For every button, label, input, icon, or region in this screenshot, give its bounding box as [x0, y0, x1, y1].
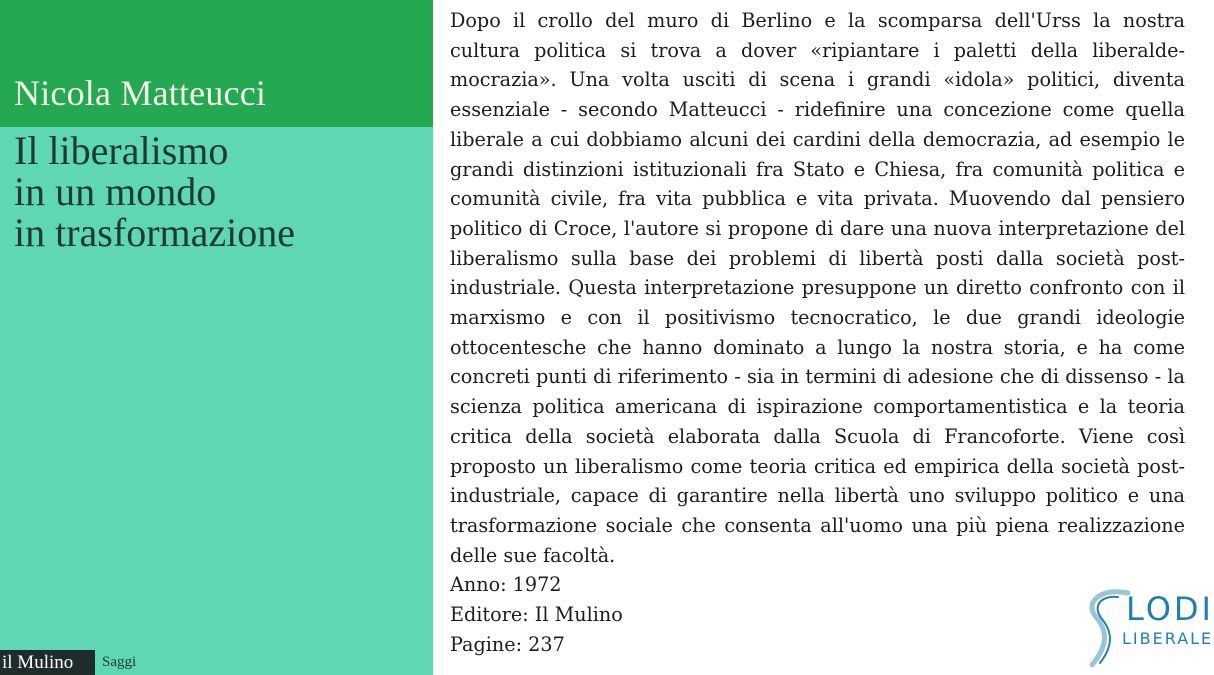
cover-title-line: Il liberalismo — [14, 128, 229, 173]
cover-title-line: in un mondo — [14, 169, 217, 214]
book-cover — [0, 0, 433, 675]
brand-name: LODI — [1126, 590, 1214, 628]
cover-footer — [0, 650, 433, 675]
cover-title-line: in trasformazione — [14, 210, 295, 255]
brand-subtitle: LIBERALE — [1122, 629, 1214, 648]
book-description: Dopo il crollo del muro di Berlino e la scomparsa dell'Urss la nostra cultura politica si trova a dover «ripiantare i paletti della liberaldemocrazia». Una volta usciti di scena i grandi «idola» politici, diventa essenziale - secondo Matteucci - ridefinire una concezione come quella liberale a cui dobbiamo alcuni dei cardini della democrazia, ad esempio le grandi distinzioni istituzionali fra Stato e Chiesa, fra comunità politica e comunità civile, fra vita pubblica e vita privata. Muovendo dal pensiero politico di Croce, l'autore si propone di dare una nuova interpretazione del liberalismo sulla base dei problemi di libertà posti dalla società post-industriale. Questa interpretazione presuppone un diretto confronto con il marxismo e con il positivismo tecnocratico, le due grandi ideologie ottocentesche che hanno dominato a lungo la nostra storia, e ha come concreti punti di riferimento - sia in termini di adesione che di dissenso - la scienza politica americana di ispirazione comportamentistica e la teoria critica della società elaborata dalla Scuola di Francoforte. Viene così proposto un liberalismo come teoria critica ed empirica della società post-industriale, capace di garantire nella libertà uno sviluppo politico e una trasformazione sociale che consenta all'uomo una più piena realizzazione delle sue facoltà. — [450, 9, 1185, 567]
cover-title — [14, 130, 424, 253]
publisher-line: Editore: Il Mulino — [450, 603, 623, 627]
cover-author: Nicola Matteucci — [14, 73, 267, 113]
series-label: Saggi — [102, 654, 137, 670]
year-line: Anno: 1972 — [450, 573, 562, 597]
book-info — [450, 6, 1185, 659]
publisher-logo: il Mulino — [0, 650, 95, 675]
pages-line: Pagine: 237 — [450, 632, 565, 656]
lodi-liberale-logo — [1070, 585, 1214, 670]
